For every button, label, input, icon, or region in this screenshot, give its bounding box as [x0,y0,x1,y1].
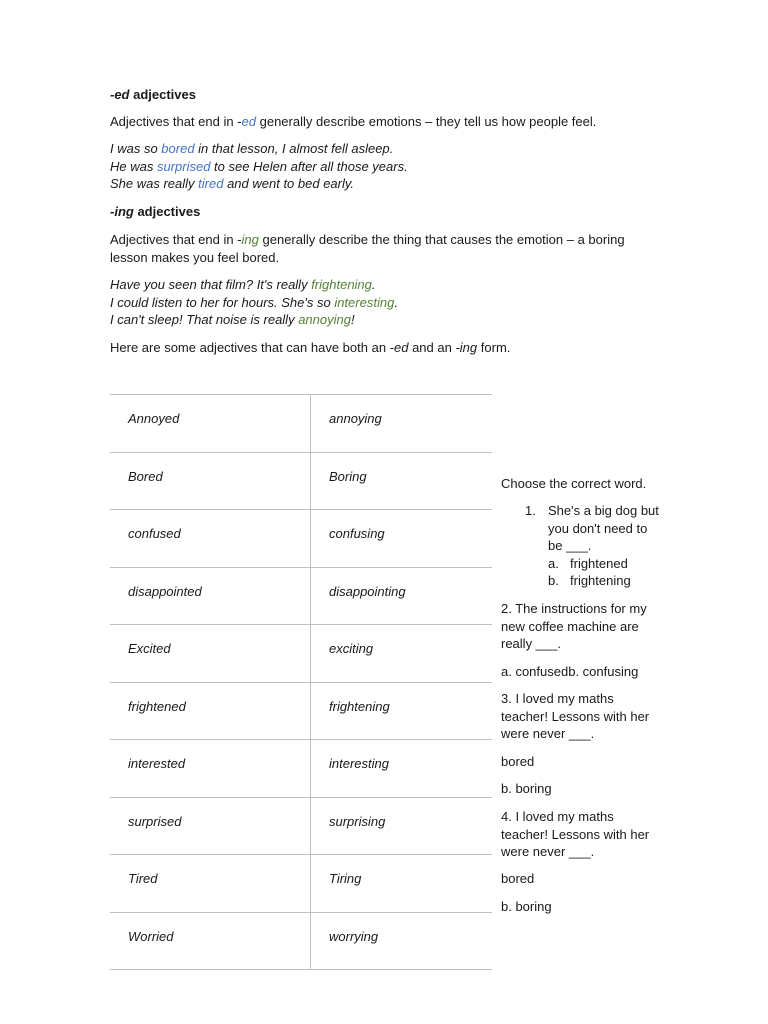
table-row [110,567,492,625]
adjective-table [110,394,492,970]
question-1-text: She's a big dog but you don't need to be ___. [548,503,659,553]
ing-intro-text-b: generally describe the thing that causes the emotion – a boring lesson makes you feel bored. [110,232,625,265]
cell-text: Tired [128,871,158,886]
example-text: I could listen to her for hours. She's so [110,294,335,310]
cell-text: Worried [128,928,174,944]
ing-heading-prefix: -ing [110,204,134,219]
question-3-option-b: b. boring [501,781,552,796]
cell-text: disappointed [128,583,202,599]
question-3-option-a: bored [501,754,535,769]
table-cell-ing [311,740,493,798]
cell-text: disappointing [329,583,406,599]
example-text: I can't sleep! That noise is really [110,312,299,327]
question-4: 4. I loved my maths teacher! Lessons with her were never ___. [501,809,650,859]
option-letter: b. [548,573,559,588]
question-3: 3. I loved my maths teacher! Lessons with her were never ___. [501,691,650,741]
ing-intro [110,231,650,266]
both-forms-text-b: form. [477,340,511,355]
exercise-instruction: Choose the correct word. [501,476,647,491]
ed-intro-highlight: ed [241,114,256,129]
cell-text: interesting [329,756,389,771]
cell-text: Excited [128,641,171,656]
both-forms-ing: -ing [455,340,478,355]
ed-example [110,175,408,193]
example-text: He was [110,158,157,174]
cell-text: frightening [329,698,390,714]
table-cell-ing [311,510,493,568]
cell-text: annoying [329,411,382,426]
cell-text: interested [128,756,186,771]
cell-text: Annoyed [128,411,180,426]
ing-examples [110,276,398,329]
table-cell-ed [110,452,311,510]
cell-text: Tiring [329,871,362,886]
question-4-option-b: b. boring [501,899,552,914]
example-text: to see Helen after all those years. [210,158,408,174]
example-text: in that lesson, I almost fell asleep. [194,141,394,156]
example-highlight: surprised [156,158,211,174]
table-row [110,682,492,740]
example-text: I was so [110,141,162,156]
table-cell-ed [110,682,311,740]
option-letter: a. [548,556,559,571]
table-cell-ed [110,510,311,568]
table-cell-ed [110,567,311,625]
example-highlight: bored [161,141,195,156]
ed-heading-prefix: -ed [110,87,130,102]
ing-example [110,294,398,312]
ing-example [110,276,398,294]
ing-intro-highlight: ing [241,232,259,247]
table-cell-ed [110,912,311,970]
option-text: frightening [570,573,631,588]
example-text: . [371,277,376,292]
ed-intro [110,113,650,131]
ing-example [110,311,398,329]
example-text: ! [350,312,355,327]
ed-example [110,158,408,176]
ing-heading [110,204,200,219]
cell-text: exciting [329,641,374,656]
example-highlight: frightening [311,277,372,292]
table-cell-ed [110,395,311,453]
table-row [110,395,492,453]
example-text: and went to bed early. [223,176,355,191]
question-2: 2. The instructions for my new coffee machine are really ___. [501,601,647,651]
example-highlight: annoying [298,312,351,327]
ed-heading [110,87,196,102]
table-row [110,740,492,798]
ed-intro-text-a: Adjectives that end in - [110,114,242,129]
table-cell-ing [311,567,493,625]
example-highlight: tired [198,176,224,191]
table-row [110,510,492,568]
question-4-option-a: bored [501,871,535,886]
cell-text: frightened [128,698,186,714]
table-cell-ing [311,855,493,913]
cell-text: surprised [128,813,182,829]
example-highlight: interesting [334,294,395,310]
table-cell-ed [110,797,311,855]
cell-text: Boring [329,468,367,484]
ing-heading-rest: adjectives [133,204,201,219]
both-forms-ed: -ed [389,340,409,355]
table-cell-ed [110,740,311,798]
table-row [110,855,492,913]
both-forms-text-a: Here are some adjectives that can have both an [110,340,390,355]
table-cell-ing [311,625,493,683]
cell-text: confused [128,526,181,541]
table-cell-ing [311,912,493,970]
both-forms-note [110,339,650,357]
ed-example [110,140,408,158]
cell-text: surprising [329,813,386,829]
question-1-option-b [548,572,631,590]
example-text: Have you seen that film? It's really [110,277,312,292]
table-row [110,797,492,855]
table-cell-ing [311,395,493,453]
example-text: She was really [110,176,199,191]
table-row [110,912,492,970]
table-cell-ed [110,625,311,683]
table-row [110,452,492,510]
option-text: frightened [570,556,628,571]
table-cell-ed [110,855,311,913]
table-cell-ing [311,797,493,855]
both-forms-text-mid: and an [408,340,456,355]
cell-text: Bored [128,468,163,484]
ed-heading-rest: adjectives [129,87,196,102]
question-2-options: a. confusedb. confusing [501,664,639,679]
cell-text: confusing [329,526,385,541]
ing-intro-text-a: Adjectives that end in - [110,232,242,247]
question-1-option-a [548,555,628,573]
example-text: . [394,294,398,310]
table-row [110,625,492,683]
table-cell-ing [311,452,493,510]
question-1-number: 1. [525,503,536,518]
ed-examples [110,140,408,193]
cell-text: worrying [329,928,379,944]
table-cell-ing [311,682,493,740]
ed-intro-text-b: generally describe emotions – they tell us how people feel. [256,114,597,129]
